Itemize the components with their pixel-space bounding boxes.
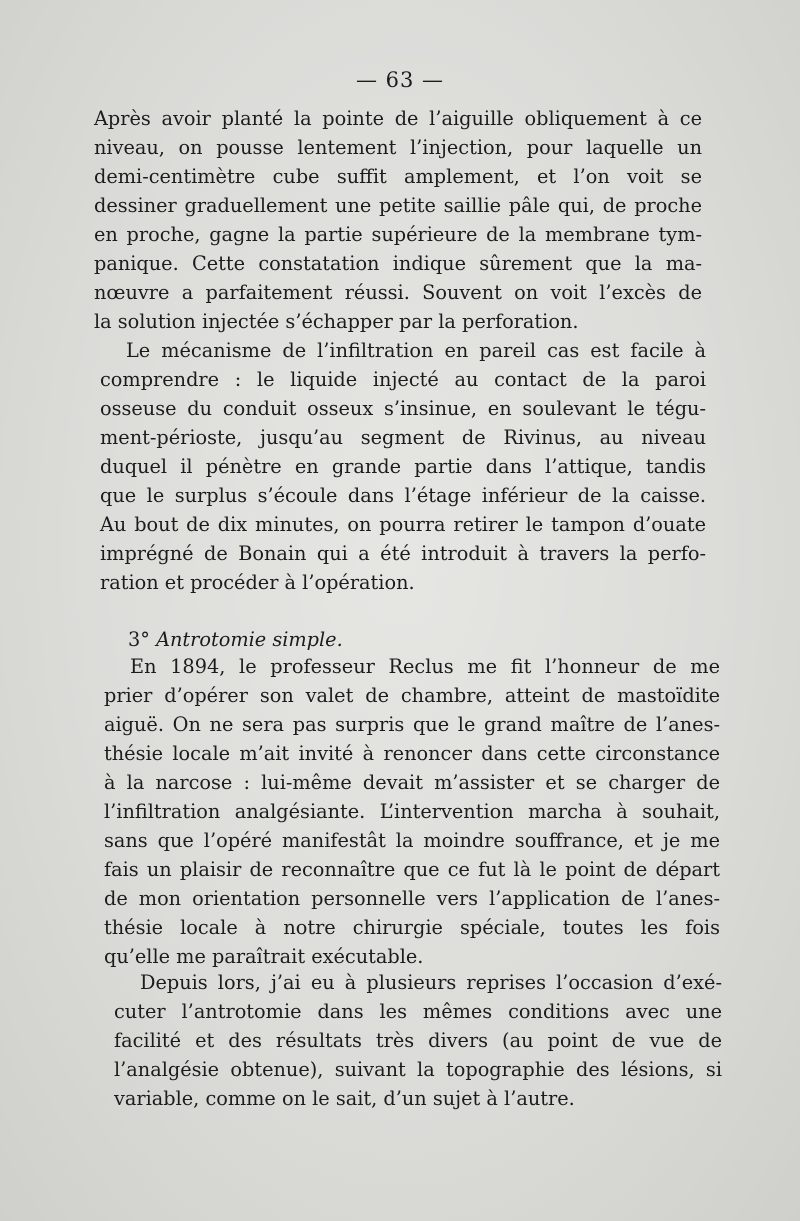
paragraph [114,968,722,1113]
section-number: 3° [128,628,150,651]
text-line: dessiner graduellement une petite saillie pâle qui, de proche [94,194,702,217]
text-line: niveau, on pousse lentement l’injection, pour laquelle un [94,136,702,159]
text-line: aiguë. On ne sera pas surpris que le grand maître de l’anes- [104,713,720,736]
text-line: imprégné de Bonain qui a été introduit à travers la perfo- [100,542,706,565]
text-line: thésie locale m’ait invité à renoncer dans cette circonstance [104,742,720,765]
text-line: facilité et des résultats très divers (au point de vue de [114,1029,722,1052]
text-line: ration et procéder à l’opération. [100,571,415,594]
text-line: Au bout de dix minutes, on pourra retirer le tampon d’ouate [100,513,706,536]
text-line: thésie locale à notre chirurgie spéciale, toutes les fois [104,916,720,939]
text-line: qu’elle me paraîtrait exécutable. [104,945,424,968]
page-number: — 63 — [355,68,445,92]
text-line: En 1894, le professeur Reclus me fit l’honneur de me [130,655,720,678]
text-line: osseuse du conduit osseux s’insinue, en soulevant le tégu- [100,397,706,420]
text-line: Le mécanisme de l’infiltration en pareil cas est facile à [126,339,706,362]
text-line: panique. Cette constatation indique sûrement que la ma- [94,252,702,275]
text-line: Depuis lors, j’ai eu à plusieurs reprises l’occasion d’exé- [140,971,722,994]
text-line: en proche, gagne la partie supérieure de la membrane tym- [94,223,702,246]
section-heading [128,625,343,654]
text-line: cuter l’antrotomie dans les mêmes conditions avec une [114,1000,722,1023]
text-line: comprendre : le liquide injecté au contact de la paroi [100,368,706,391]
text-line: que le surplus s’écoule dans l’étage inférieur de la caisse. [100,484,706,507]
text-line: sans que l’opéré manifestât la moindre souffrance, et je me [104,829,720,852]
text-line: à la narcose : lui-même devait m’assister et se charger de [104,771,720,794]
text-line: demi-centimètre cube suffit amplement, et l’on voit se [94,165,702,188]
text-line: la solution injectée s’échapper par la perforation. [94,310,579,333]
text-line: l’analgésie obtenue), suivant la topographie des lésions, si [114,1058,722,1081]
paragraph [104,652,720,971]
text-line: duquel il pénètre en grande partie dans l’attique, tandis [100,455,706,478]
text-line: variable, comme on le sait, d’un sujet à l’autre. [114,1087,575,1110]
text-line: Après avoir planté la pointe de l’aiguille obliquement à ce [94,107,702,130]
text-line: fais un plaisir de reconnaître que ce fut là le point de départ [104,858,720,881]
text-line: de mon orientation personnelle vers l’application de l’anes- [104,887,720,910]
section-title: Antrotomie simple. [156,628,343,651]
text-line: prier d’opérer son valet de chambre, atteint de mastoïdite [104,684,720,707]
text-line: ment-périoste, jusqu’au segment de Rivinus, au niveau [100,426,706,449]
paragraph [100,336,706,597]
paragraph [94,104,702,336]
text-line: l’infiltration analgésiante. L’intervention marcha à souhait, [104,800,720,823]
text-line: nœuvre a parfaitement réussi. Souvent on voit l’excès de [94,281,702,304]
